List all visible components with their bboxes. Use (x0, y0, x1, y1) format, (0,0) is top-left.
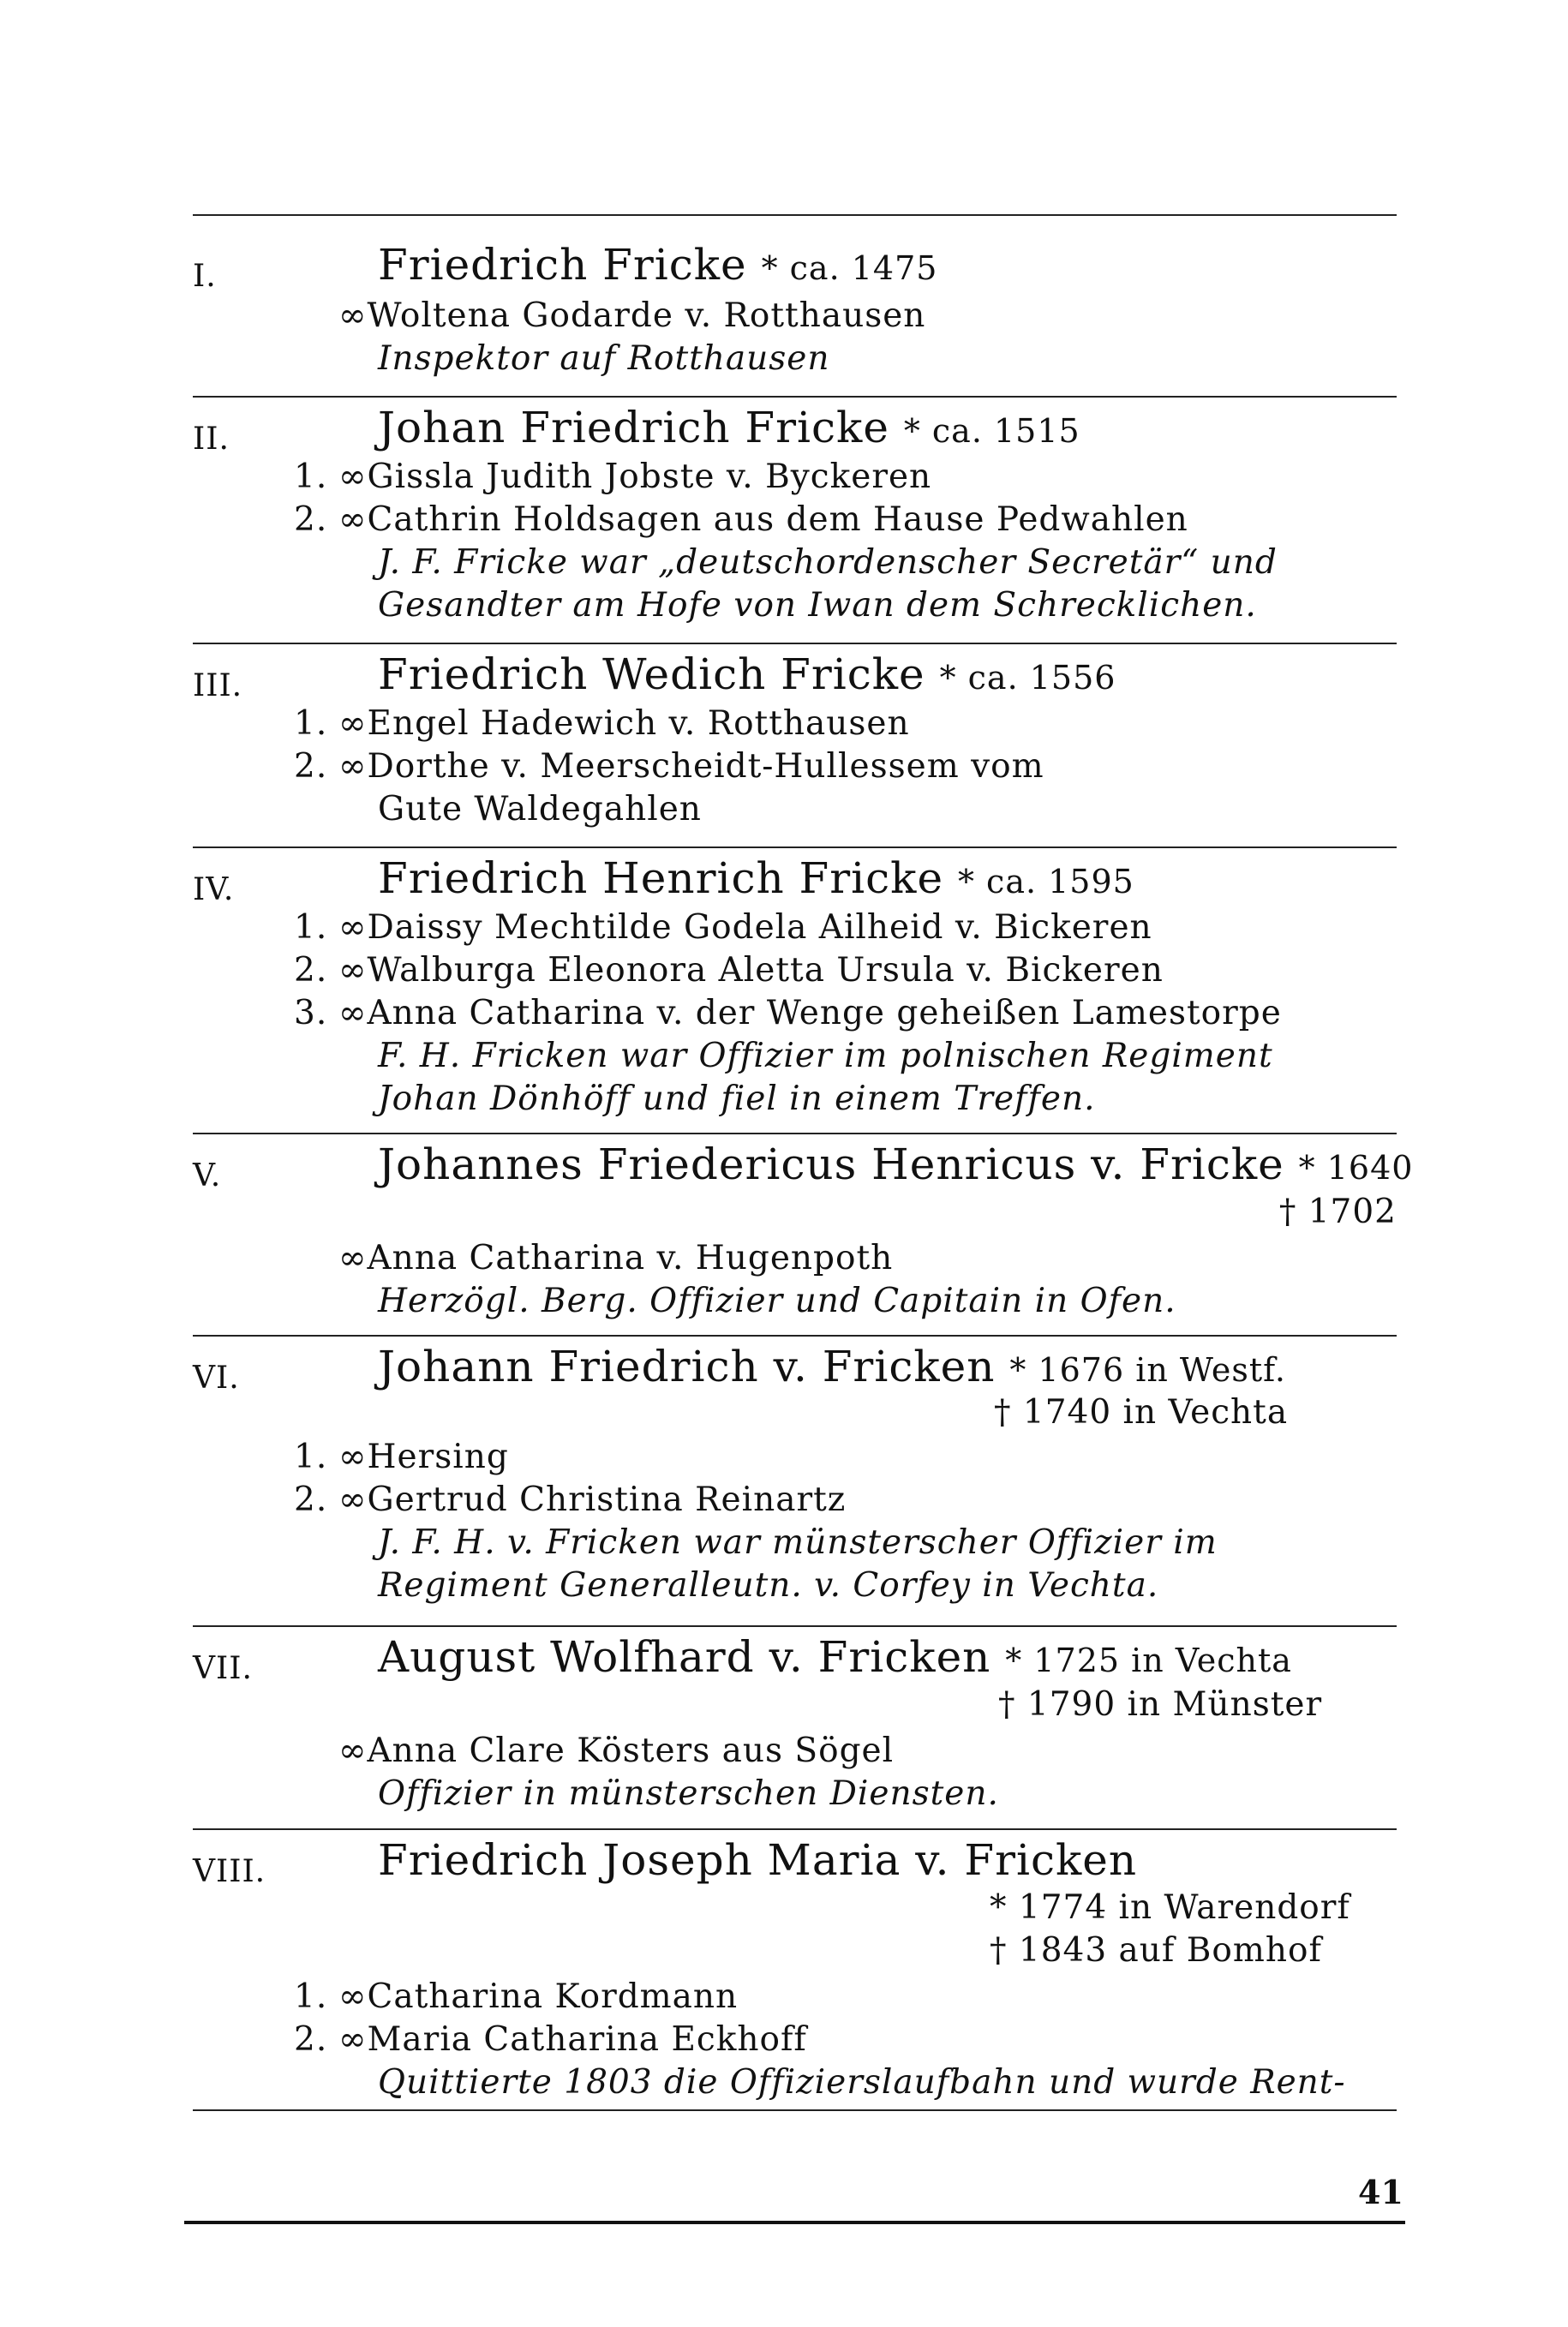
generation-numeral: VIII. (193, 1854, 266, 1889)
marriage-number: 2. (294, 951, 328, 990)
footer-rule (184, 2221, 1405, 2224)
note-line: Herzögl. Berg. Offizier und Capitain in Ofen. (378, 1282, 1176, 1320)
person-name: Johannes Friedericus Henricus v. Fricke * 1640 (378, 1140, 1414, 1189)
marriage-number: 1. (294, 1438, 328, 1476)
marriage-line: ∞Anna Catharina v. Hugenpoth (338, 1239, 894, 1277)
generation-numeral: V. (193, 1158, 222, 1193)
generation-numeral: VII. (193, 1651, 253, 1686)
separator-rule (193, 1133, 1397, 1134)
person-name: Friedrich Henrich Fricke * ca. 1595 (378, 853, 1134, 903)
marriage-line: ∞Anna Clare Kösters aus Sögel (338, 1732, 895, 1770)
birth-date: * ca. 1556 (939, 659, 1116, 697)
marriage-line: ∞Walburga Eleonora Aletta Ursula v. Bickeren (338, 951, 1164, 990)
marriage-line: ∞Hersing (338, 1438, 509, 1476)
person-name: Friedrich Joseph Maria v. Fricken (378, 1835, 1138, 1885)
separator-rule (193, 1828, 1397, 1830)
note-line: J. F. H. v. Fricken war münsterscher Offizier im (378, 1523, 1218, 1562)
separator-rule (193, 396, 1397, 398)
person-name: Johann Friedrich v. Fricken * 1676 in Westf. (378, 1342, 1286, 1391)
page-number: 41 (1358, 2173, 1403, 2211)
marriage-number: 2. (294, 747, 328, 786)
generation-numeral: VI. (193, 1361, 240, 1396)
death-date: † 1790 in Münster (998, 1685, 1323, 1724)
note-line: Johan Dönhöff und fiel in einem Treffen. (378, 1080, 1096, 1118)
marriage-number: 3. (294, 994, 328, 1032)
separator-rule (193, 846, 1397, 848)
birth-date: * 1725 in Vechta (1005, 1642, 1292, 1679)
marriage-number: 2. (294, 1481, 328, 1519)
marriage-line: ∞Maria Catharina Eckhoff (338, 2020, 807, 2059)
separator-rule (193, 643, 1397, 644)
birth-date: * ca. 1595 (957, 863, 1134, 900)
marriage-number: 1. (294, 908, 328, 947)
note-line: Quittierte 1803 die Offizierslaufbahn und wurde Rent- (378, 2063, 1346, 2102)
person-name: August Wolfhard v. Fricken * 1725 in Vechta (378, 1632, 1292, 1682)
marriage-line: ∞Gissla Judith Jobste v. Byckeren (338, 458, 932, 496)
separator-rule (193, 2109, 1397, 2111)
marriage-line: ∞Cathrin Holdsagen aus dem Hause Pedwahlen (338, 500, 1188, 539)
marriage-line: ∞Dorthe v. Meerscheidt-Hullessem vom (338, 747, 1044, 786)
generation-numeral: I. (193, 259, 217, 294)
death-date: † 1702 (1278, 1193, 1397, 1231)
birth-date: * 1774 in Warendorf (990, 1888, 1350, 1927)
marriage-number: 1. (294, 1977, 328, 2016)
birth-date: * ca. 1515 (903, 412, 1080, 450)
marriage-number: 2. (294, 500, 328, 539)
note-line: Gesandter am Hofe von Iwan dem Schrecklichen. (378, 586, 1257, 625)
note-line: Offizier in münsterschen Diensten. (378, 1774, 999, 1813)
death-date: † 1740 in Vechta (994, 1393, 1289, 1432)
marriage-line: ∞Daissy Mechtilde Godela Ailheid v. Bickeren (338, 908, 1152, 947)
note-line: Inspektor auf Rotthausen (378, 339, 830, 378)
note-line: J. F. Fricke war „deutschordenscher Secretär“ und (378, 543, 1278, 582)
separator-rule (193, 1335, 1397, 1337)
note-line: F. H. Fricken war Offizier im polnischen Regiment (378, 1037, 1273, 1075)
death-date: † 1843 auf Bomhof (990, 1931, 1322, 1970)
marriage-line: ∞Gertrud Christina Reinartz (338, 1481, 847, 1519)
person-name: Friedrich Wedich Fricke * ca. 1556 (378, 649, 1116, 699)
marriage-line: ∞Anna Catharina v. der Wenge geheißen Lamestorpe (338, 994, 1282, 1032)
marriage-line: ∞Woltena Godarde v. Rotthausen (338, 296, 926, 335)
marriage-line: ∞Catharina Kordmann (338, 1977, 739, 2016)
marriage-number: 1. (294, 704, 328, 743)
separator-rule (193, 1625, 1397, 1627)
separator-rule (193, 214, 1397, 216)
generation-numeral: IV. (193, 872, 235, 907)
note-line: Regiment Generalleutn. v. Corfey in Vechta. (378, 1566, 1159, 1605)
generation-numeral: III. (193, 668, 243, 703)
birth-date: * 1640 (1298, 1149, 1414, 1187)
note-line: Gute Waldegahlen (378, 790, 702, 829)
person-name: Friedrich Fricke * ca. 1475 (378, 240, 938, 290)
birth-date: * 1676 in Westf. (1009, 1351, 1286, 1389)
marriage-line: ∞Engel Hadewich v. Rotthausen (338, 704, 910, 743)
marriage-number: 1. (294, 458, 328, 496)
person-name: Johan Friedrich Fricke * ca. 1515 (378, 403, 1080, 452)
generation-numeral: II. (193, 422, 230, 457)
marriage-number: 2. (294, 2020, 328, 2059)
birth-date: * ca. 1475 (761, 249, 938, 287)
